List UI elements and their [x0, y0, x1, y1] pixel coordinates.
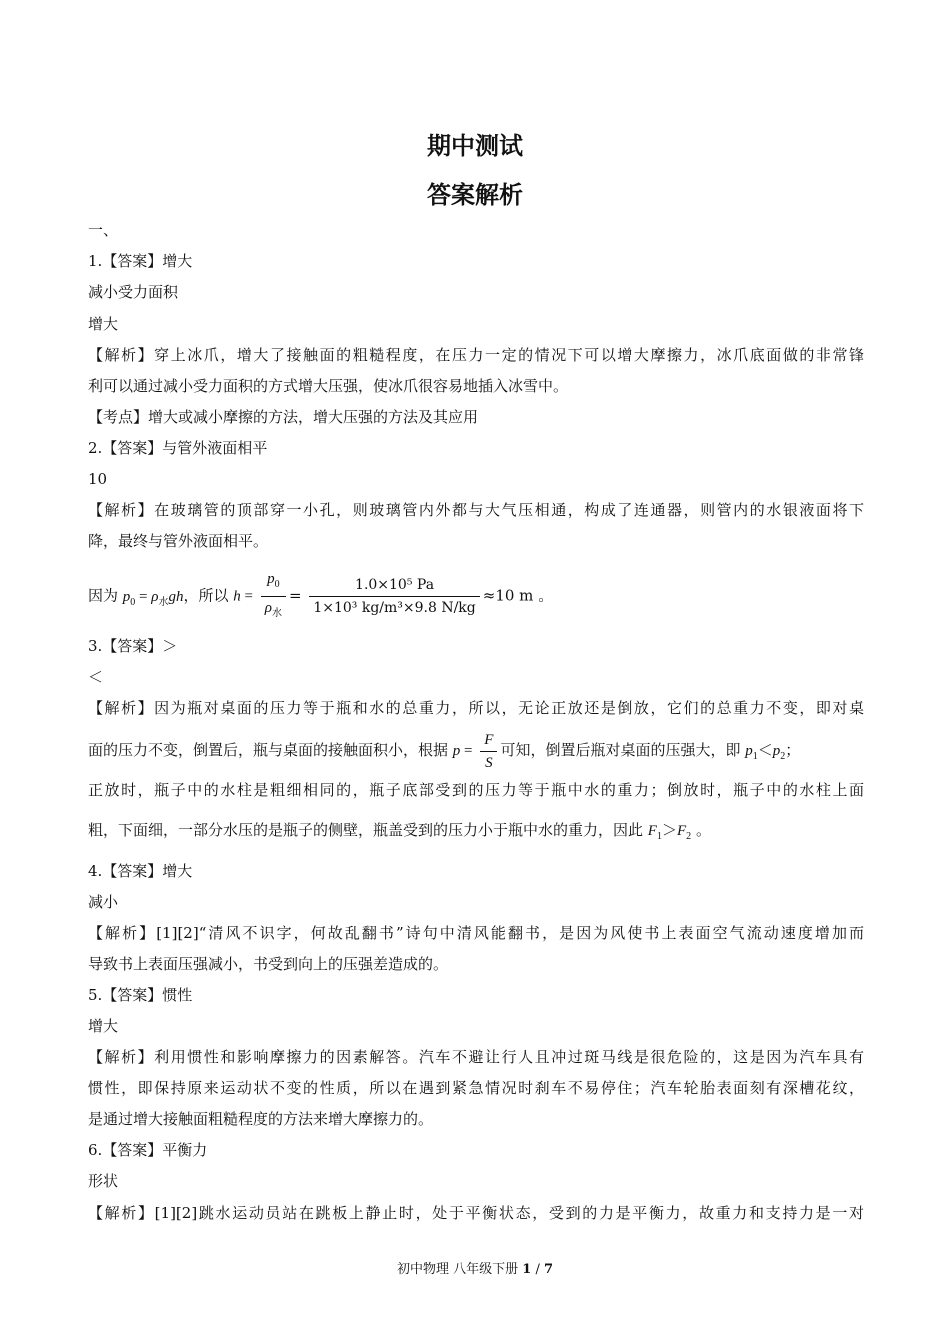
answer-5-part-2: 增大	[88, 1017, 119, 1035]
analysis-3-line-4-prefix: 粗，下面细，一部分水压的是瓶子的侧壁，瓶盖受到的压力小于瓶中水的重力，因此	[88, 821, 644, 839]
formula-f1-f2: $F_1>F_2$	[647, 823, 692, 842]
answer-5: 5.【答案】惯性	[88, 986, 193, 1004]
footer-separator: /	[535, 1262, 540, 1277]
analysis-3-line-4	[88, 820, 864, 847]
analysis-1-line-1: 【解析】穿上冰爪，增大了接触面的粗糙程度，在压力一定的情况下可以增大摩擦力，冰爪底面做的非常锋	[88, 346, 864, 364]
formula-height: h =	[233, 588, 253, 605]
analysis-3-line-1: 【解析】因为瓶对桌面的压力等于瓶和水的总重力，所以，无论正放还是倒放，它们的总重力不变，即对桌	[88, 699, 864, 717]
formula-fraction-2	[309, 576, 479, 617]
formula-numerator: 1.0×10⁵ Pa	[309, 576, 479, 597]
page-title: 期中测试	[427, 132, 523, 160]
answer-3-part-2: ＜	[88, 668, 104, 686]
formula-mid: ，所以	[183, 586, 229, 605]
formula-denominator: 1×10³ kg/m³×9.8 N/kg	[313, 600, 476, 616]
analysis-4-line-2: 导致书上表面压强减小，书受到向上的压强差造成的。	[88, 955, 449, 973]
analysis-3-line-3: 正放时，瓶子中的水柱是粗细相同的，瓶子底部受到的压力等于瓶中水的重力；倒放时，瓶子中的水柱上面	[88, 781, 864, 799]
formula-pressure: $p_0 = \rho_水gh$	[122, 588, 184, 608]
answer-6-part-2: 形状	[88, 1172, 119, 1190]
footer-course: 初中物理	[396, 1262, 449, 1277]
analysis-3-line-2-prefix: 面的压力不变，倒置后，瓶与桌面的接触面积小，根据	[88, 741, 449, 759]
analysis-2-line-2: 降，最终与管外液面相平。	[88, 532, 269, 550]
answer-1-part-2: 减小受力面积	[88, 283, 179, 301]
analysis-2-line-1: 【解析】在玻璃管的顶部穿一小孔，则玻璃管内外都与大气压相通，构成了连通器，则管内的水银液面将下	[88, 501, 864, 519]
formula-line: 因为 $p_0 = \rho_水gh$，所以 h = $\frac{p_0}{\rho_水}$ = $\frac{\text{1.0×10⁵ Pa}}{\text{1×10³ kg/m³×9.8 N/kg}}$ ≈10 m 。	[88, 570, 864, 614]
analysis-1-line-2: 利可以通过减小受力面积的方式增大压强，使冰爪很容易地插入冰雪中。	[88, 377, 569, 395]
section-heading: 一、	[88, 221, 119, 239]
answer-4: 4.【答案】增大	[88, 862, 193, 880]
footer-grade: 八年级下册	[453, 1262, 519, 1277]
analysis-3-line-4-end: 。	[695, 821, 711, 839]
answer-1-part-3: 增大	[88, 315, 119, 333]
footer-page-number: 1	[522, 1262, 532, 1277]
analysis-3-line-2-end: ；	[785, 741, 801, 759]
answer-2-part-2: 10	[88, 470, 108, 488]
answer-6: 6.【答案】平衡力	[88, 1141, 208, 1159]
analysis-4-line-1: 【解析】[1][2]“清风不识字，何故乱翻书”诗句中清风能翻书，是因为风使书上表面空气流动速度增加而	[88, 924, 864, 942]
answer-2: 2.【答案】与管外液面相平	[88, 439, 268, 457]
formula-prefix: 因为	[88, 586, 119, 605]
formula-p1-p2: $p_1<p_2$	[745, 743, 786, 762]
formula-result: ≈10 m	[482, 586, 534, 605]
answer-3: 3.【答案】＞	[88, 637, 178, 655]
key-point-1: 【考点】增大或减小摩擦的方法，增大压强的方法及其应用	[88, 408, 479, 426]
formula-p: p =	[452, 743, 473, 759]
analysis-6-line-1: 【解析】[1][2]跳水运动员站在跳板上静止时，处于平衡状态，受到的力是平衡力，故重力和支持力是一对	[88, 1204, 864, 1222]
answer-1: 1.【答案】增大	[88, 252, 193, 270]
formula-fraction-1: $\frac{p_0}{\rho_水}$	[261, 570, 286, 623]
formula-end: 。	[538, 586, 554, 605]
page-footer	[0, 1258, 950, 1277]
analysis-3-line-2-mid: 可知，倒置后瓶对桌面的压强大，即	[500, 741, 741, 759]
analysis-3-line-2	[88, 728, 864, 772]
formula-f-over-s: $\frac{F}{S}$	[480, 731, 497, 772]
analysis-5-line-1: 【解析】利用惯性和影响摩擦力的因素解答。汽车不避让行人且冲过斑马线是很危险的，这是因为汽车具有	[88, 1048, 864, 1066]
footer-page-total: 7	[543, 1262, 554, 1277]
page-subtitle: 答案解析	[427, 181, 523, 209]
analysis-5-line-2: 惯性，即保持原来运动状不变的性质，所以在遇到紧急情况时刹车不易停住；汽车轮胎表面刻有深槽花纹，	[88, 1079, 864, 1097]
analysis-5-line-3: 是通过增大接触面粗糙程度的方法来增大摩擦力的。	[88, 1110, 434, 1128]
answer-4-part-2: 减小	[88, 893, 119, 911]
